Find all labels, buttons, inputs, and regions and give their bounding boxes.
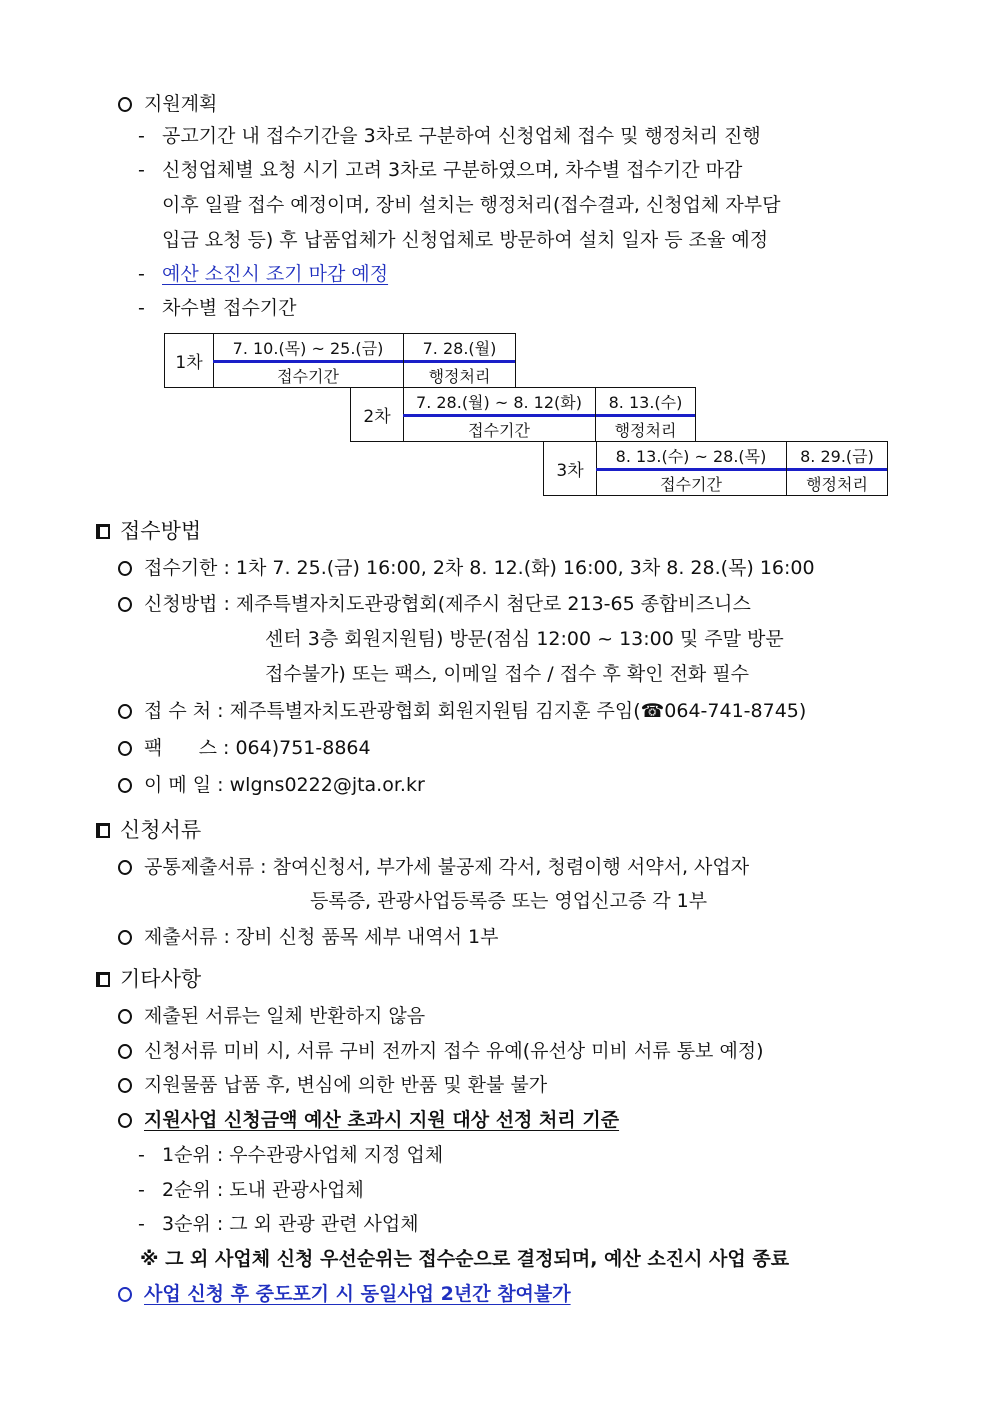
circle-bullet-icon: [118, 930, 132, 945]
admin-date: 8. 29.(금): [800, 446, 874, 466]
field-label: 이 메 일 :: [144, 774, 224, 796]
apply-method-cont-1: 센터 3층 회원지원팀) 방문(점심 12:00 ~ 13:00 및 주말 방문: [265, 628, 784, 650]
support-plan-title: 지원계획: [144, 93, 218, 115]
period-dates: 7. 28.(월) ~ 8. 12(화): [416, 392, 582, 412]
field-label: 접 수 처 :: [144, 700, 224, 722]
plan-item-text: 공고기간 내 접수기간을 3차로 구분하여 신청업체 접수 및 행정처리 진행: [162, 125, 761, 147]
withdrawal-warning-text: 사업 신청 후 중도포기 시 동일사업 2년간 참여불가: [144, 1283, 571, 1305]
plan-item-4: - 차수별 접수기간: [138, 297, 297, 319]
square-bullet-icon: [96, 524, 110, 539]
admin-date: 8. 13.(수): [608, 392, 683, 412]
schedule-round-2: [350, 387, 696, 442]
submit-docs-value: 장비 신청 품목 세부 내역서 1부: [235, 926, 499, 948]
criteria-title: 지원사업 신청금액 예산 초과시 지원 대상 선정 처리 기준: [144, 1109, 620, 1131]
field-label: 팩 스 :: [144, 737, 230, 759]
schedule-round-3: [543, 441, 888, 496]
circle-bullet-icon: [118, 1287, 132, 1302]
apply-method-row: [118, 591, 751, 617]
others-item-2: [118, 1038, 764, 1064]
circle-bullet-icon: [118, 860, 132, 875]
priority-3: - 3순위 : 그 외 관광 관련 사업체: [138, 1213, 419, 1235]
section-title: 기타사항: [120, 967, 202, 991]
others-item-text: 신청서류 미비 시, 서류 구비 전까지 접수 유예(유선상 미비 서류 통보 예정): [144, 1040, 764, 1062]
common-docs-value: 참여신청서, 부가세 불공제 각서, 청렴이행 서약서, 사업자: [272, 856, 750, 878]
circle-bullet-icon: [118, 704, 132, 719]
others-item-3: [118, 1072, 547, 1098]
priority-text: 2순위 : 도내 관광사업체: [162, 1179, 364, 1201]
period-label: 접수기간: [660, 475, 722, 494]
priority-text: 3순위 : 그 외 관광 관련 사업체: [162, 1213, 419, 1235]
priority-1: - 1순위 : 우수관광사업체 지정 업체: [138, 1144, 444, 1166]
period-label: 접수기간: [468, 421, 530, 440]
plan-item-1: - 공고기간 내 접수기간을 3차로 구분하여 신청업체 접수 및 행정처리 진행: [138, 125, 761, 147]
field-label: 공통제출서류 :: [144, 856, 267, 878]
budget-early-close-notice: 예산 소진시 조기 마감 예정: [162, 263, 389, 285]
round-label: 1차: [165, 334, 214, 387]
plan-item-2-cont-2: 입금 요청 등) 후 납품업체가 신청업체로 방문하여 설치 일자 등 조율 예정: [162, 229, 769, 251]
fax-value: 064)751-8864: [235, 737, 371, 759]
field-label: 접수기한 :: [144, 557, 230, 579]
plan-item-text: 신청업체별 요청 시기 고려 3차로 구분하였으며, 차수별 접수기간 마감: [162, 159, 743, 181]
fax-row: [118, 735, 371, 761]
common-docs-cont: 등록증, 관광사업등록증 또는 영업신고증 각 1부: [310, 890, 708, 912]
others-item-text: 제출된 서류는 일체 반환하지 않음: [144, 1005, 426, 1027]
admin-label: 행정처리: [614, 421, 677, 440]
field-label: 제출서류 :: [144, 926, 230, 948]
section-title: 접수방법: [120, 519, 202, 543]
withdrawal-warning: [118, 1281, 571, 1307]
circle-bullet-icon: [118, 1078, 132, 1093]
round-label: 2차: [351, 388, 404, 441]
period-dates: 7. 10.(목) ~ 25.(금): [232, 338, 384, 358]
square-bullet-icon: [96, 972, 110, 987]
submit-docs-row: [118, 924, 498, 950]
schedule-round-1: [164, 333, 516, 388]
round-label: 3차: [544, 442, 597, 495]
office-value: 제주특별자치도관광협회 회원지원팀 김지훈 주임(☎064-741-8745): [229, 700, 807, 722]
plan-item-text: 차수별 접수기간: [162, 297, 297, 319]
documents-heading: [96, 817, 201, 843]
criteria-heading: [118, 1107, 619, 1133]
section-title: 신청서류: [120, 818, 202, 842]
common-docs-row: [118, 854, 749, 880]
admin-label: 행정처리: [428, 367, 491, 386]
field-label: 신청방법 :: [144, 593, 230, 615]
apply-method-cont-2: 접수불가) 또는 팩스, 이메일 접수 / 접수 후 확인 전화 필수: [265, 663, 750, 685]
support-plan-heading: [118, 91, 217, 117]
plan-item-2: - 신청업체별 요청 시기 고려 3차로 구분하였으며, 차수별 접수기간 마감: [138, 159, 743, 181]
priority-note: ※ 그 외 사업체 신청 우선순위는 접수순으로 결정되며, 예산 소진시 사업 종료: [140, 1248, 790, 1270]
others-heading: [96, 966, 201, 992]
deadline-value: 1차 7. 25.(금) 16:00, 2차 8. 12.(화) 16:00, 3차 8. 28.(목) 16:00: [235, 557, 815, 579]
square-bullet-icon: [96, 823, 110, 838]
circle-bullet-icon: [118, 97, 132, 112]
period-dates: 8. 13.(수) ~ 28.(목): [615, 446, 767, 466]
apply-value: 제주특별자치도관광협회(제주시 첨단로 213-65 종합비즈니스: [235, 593, 751, 615]
others-item-1: [118, 1003, 425, 1029]
deadline-row: [118, 555, 815, 581]
others-item-text: 지원물품 납품 후, 변심에 의한 반품 및 환불 불가: [144, 1074, 548, 1096]
circle-bullet-icon: [118, 1044, 132, 1059]
period-label: 접수기간: [277, 367, 339, 386]
plan-item-3: - 예산 소진시 조기 마감 예정: [138, 263, 389, 285]
circle-bullet-icon: [118, 1113, 132, 1128]
plan-item-2-cont-1: 이후 일괄 접수 예정이며, 장비 설치는 행정처리(접수결과, 신청업체 자부담: [162, 194, 781, 216]
admin-date: 7. 28.(월): [422, 338, 497, 358]
circle-bullet-icon: [118, 1009, 132, 1024]
admin-label: 행정처리: [806, 475, 868, 494]
circle-bullet-icon: [118, 741, 132, 756]
priority-text: 1순위 : 우수관광사업체 지정 업체: [162, 1144, 444, 1166]
office-row: [118, 698, 806, 724]
email-row: [118, 772, 425, 798]
circle-bullet-icon: [118, 561, 132, 576]
receipt-method-heading: [96, 518, 201, 544]
priority-2: - 2순위 : 도내 관광사업체: [138, 1179, 364, 1201]
circle-bullet-icon: [118, 778, 132, 793]
circle-bullet-icon: [118, 597, 132, 612]
email-value[interactable]: wlgns0222@jta.or.kr: [229, 774, 425, 796]
